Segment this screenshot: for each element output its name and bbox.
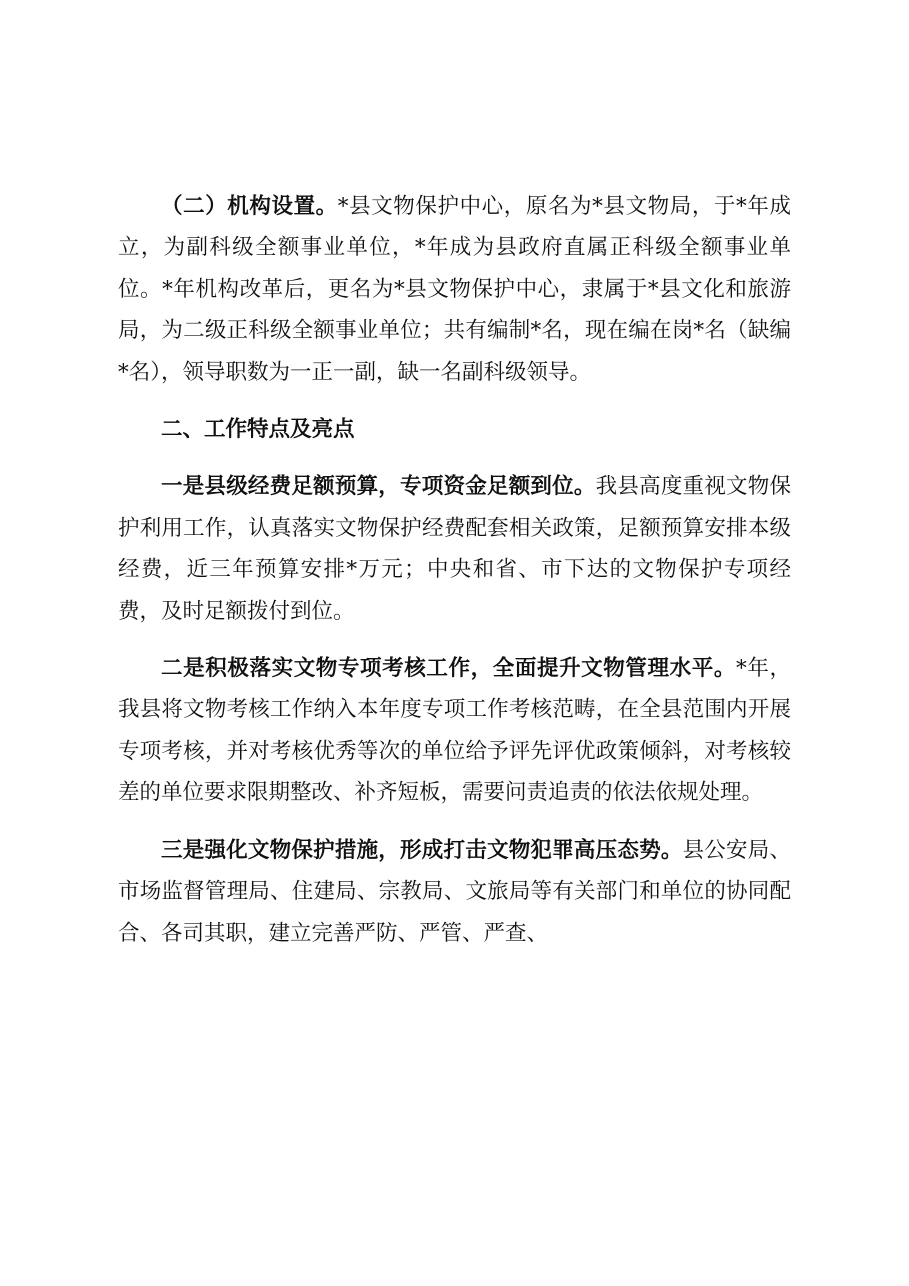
paragraph-text: 县公安局、市场监督管理局、住建局、宗教局、文旅局等有关部门和单位的协同配合、各司其职，建立完善严防、严管、严查、	[118, 837, 791, 946]
paragraph-text: 我县高度重视文物保护利用工作，认真落实文物保护经费配套相关政策，足额预算安排本级经费，近三年预算安排*万元；中央和省、市下达的文物保护专项经费，及时足额拨付到位。	[118, 474, 791, 624]
paragraph-lead: （二）机构设置。	[161, 194, 338, 219]
paragraph-lead: 一是县级经费足额预算，专项资金足额到位。	[161, 474, 596, 500]
paragraph-lead: 二是积极落实文物专项考核工作，全面提升文物管理水平。	[161, 656, 736, 682]
document-body	[118, 186, 791, 970]
paragraph-point-one	[118, 466, 791, 632]
paragraph-text: *年，我县将文物考核工作纳入本年度专项工作考核范畴，在全县范围内开展专项考核，并对考核优秀等次的单位给予评先评优政策倾斜，对考核较差的单位要求限期整改、补齐短板，需要问责追责的依法依规处理。	[118, 656, 791, 806]
paragraph-institution-setup	[118, 186, 791, 393]
section-heading: 二、工作特点及亮点	[161, 417, 355, 443]
paragraph-lead: 三是强化文物保护措施，形成打击文物犯罪高压态势。	[161, 837, 683, 863]
paragraph-text: *县文物保护中心，原名为*县文物局，于*年成立，为副科级全额事业单位，*年成为县政府直属正科级全额事业单位。*年机构改革后，更名为*县文物保护中心，隶属于*县文化和旅游局，为二级正科级全额事业单位；共有编制*名，现在编在岗*名（缺编*名），领导职数为一正一副，缺一名副科级领导。	[118, 194, 791, 385]
paragraph-point-three	[118, 830, 791, 954]
paragraph-point-two	[118, 648, 791, 814]
